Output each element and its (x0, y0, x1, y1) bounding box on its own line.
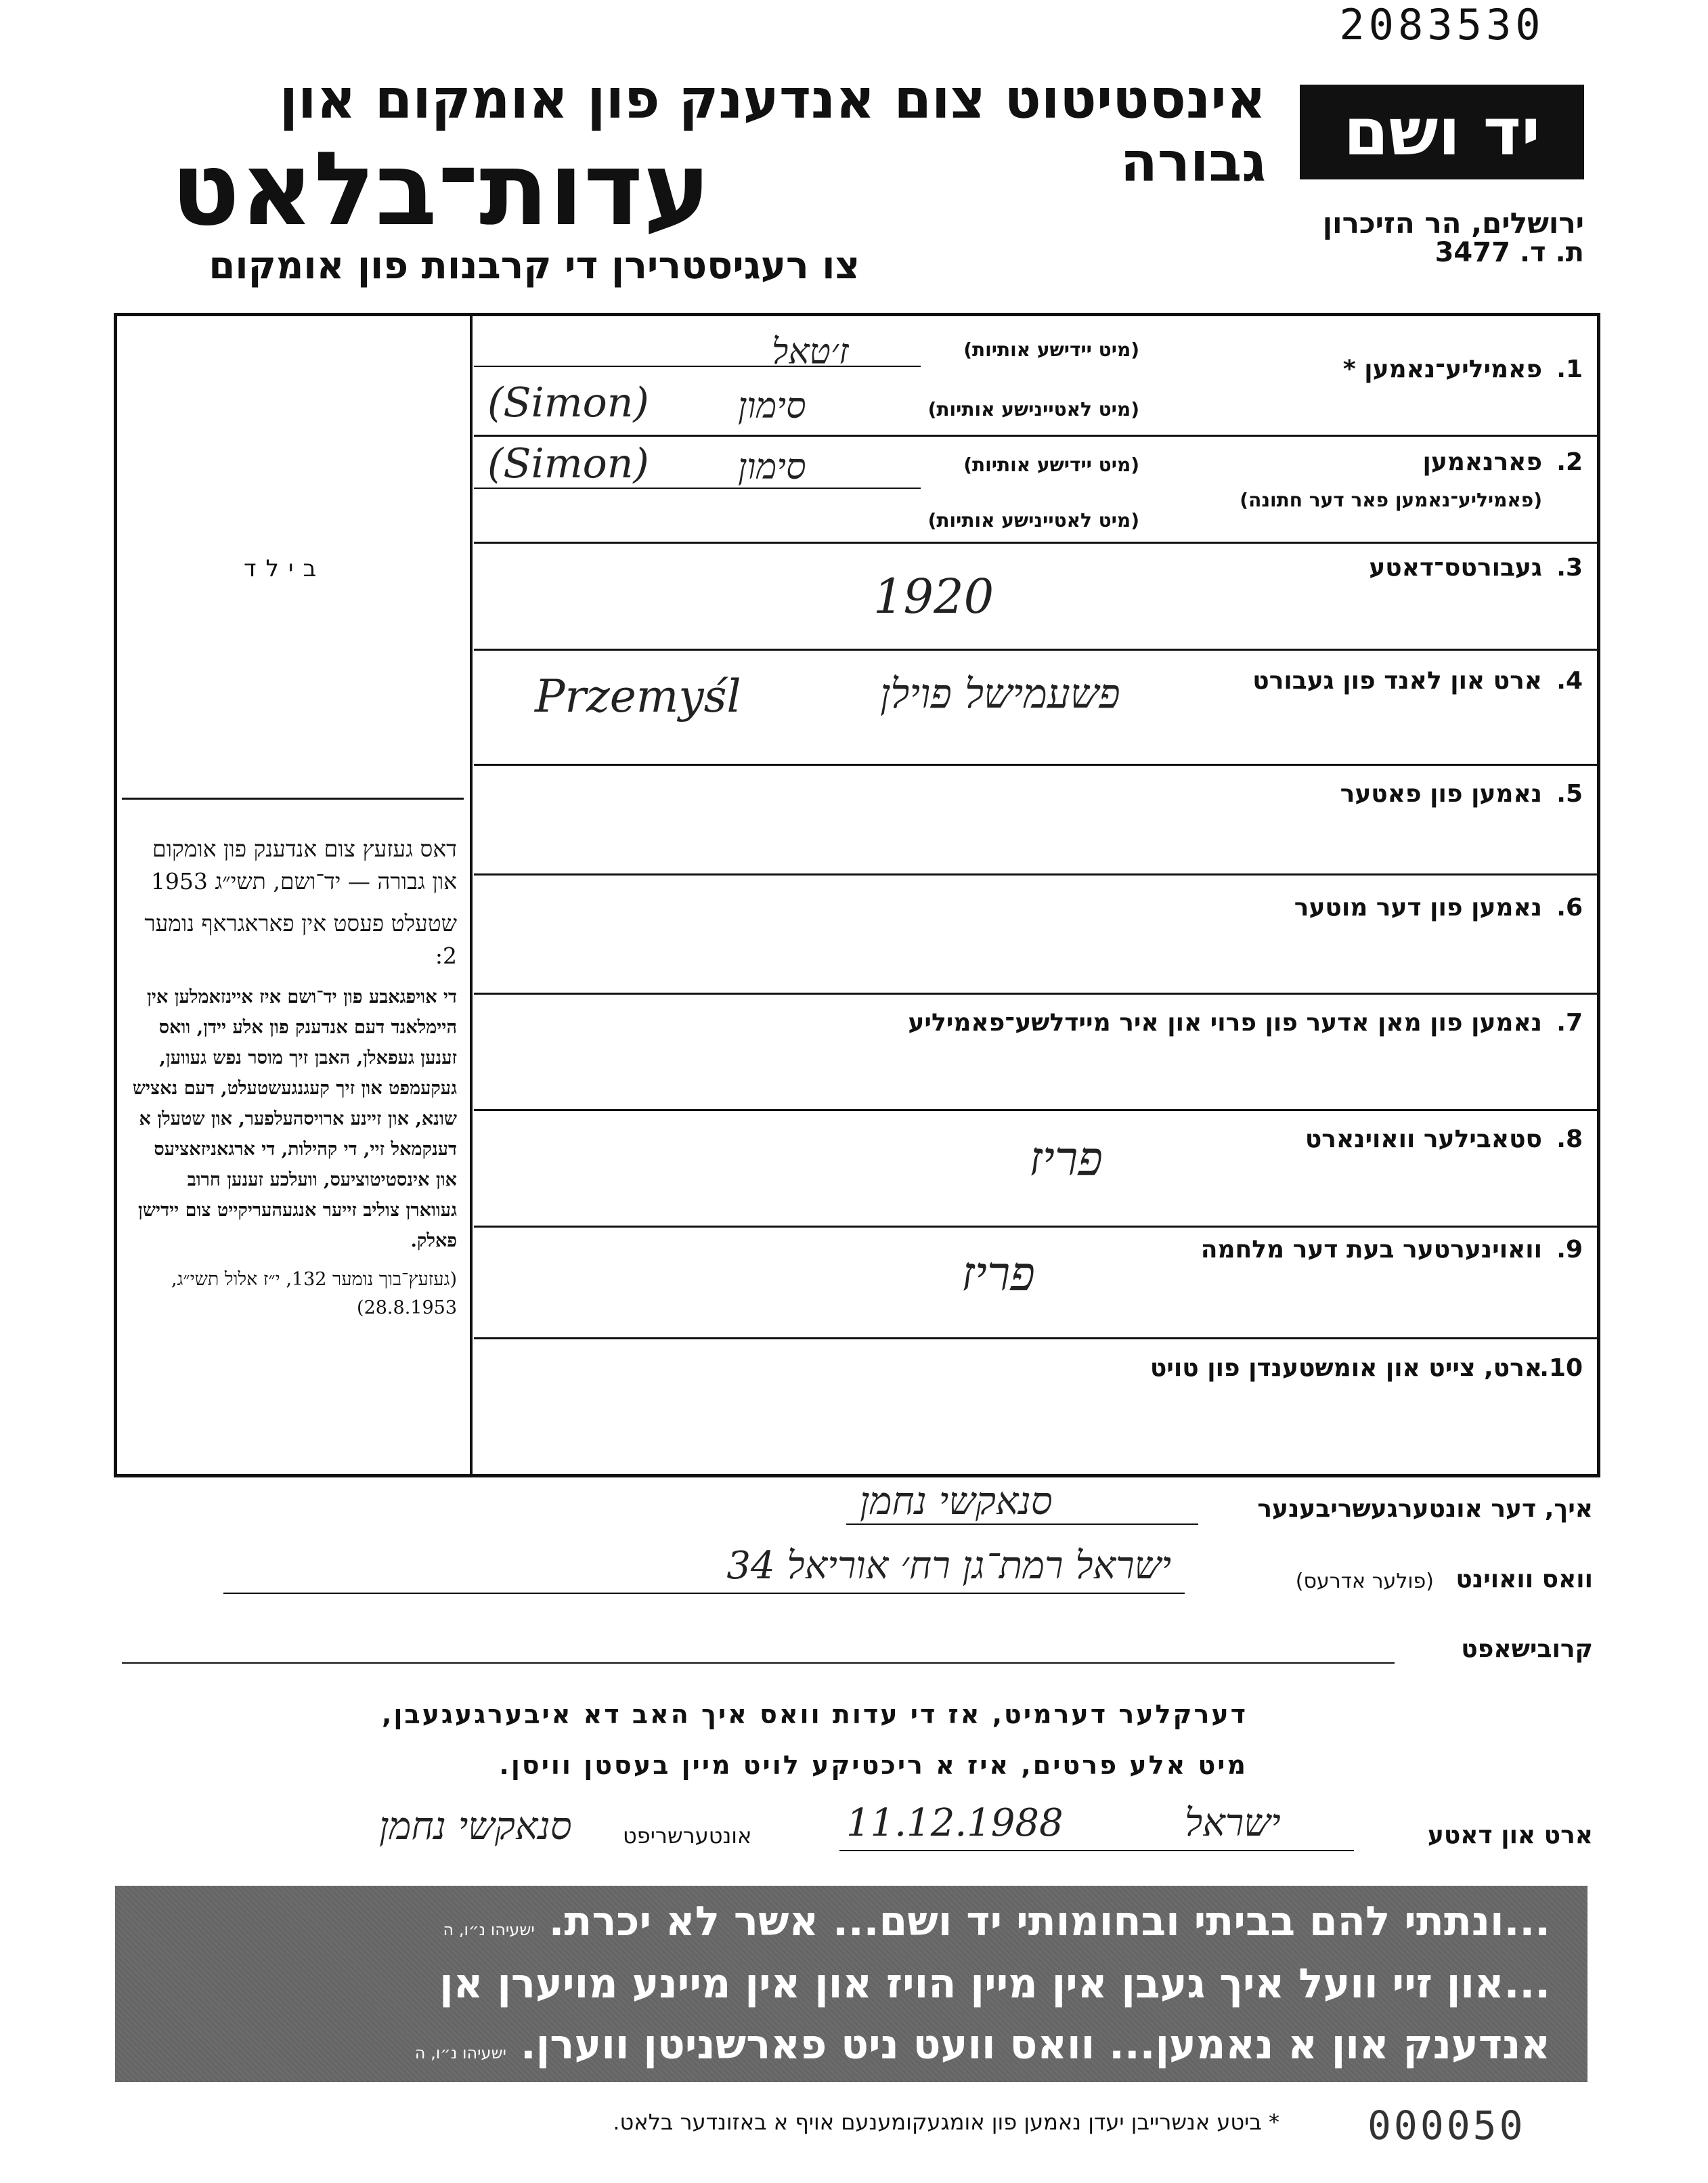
field-3-value[interactable]: 1920 (873, 569, 994, 624)
row-divider (474, 1109, 1598, 1111)
footer-line-3-source: ישעיהו נ״ו, ה (414, 2044, 506, 2062)
field-8-number: 8. (1556, 1125, 1583, 1153)
field-2-label: פארנאמען (1422, 448, 1542, 476)
field-2-underline (474, 488, 921, 489)
field-9-number: 9. (1556, 1236, 1583, 1263)
field-1-sub-yiddish: (מיט יידישע אותיות) (963, 339, 1139, 361)
footer-line-2: ...און זיי וועל איך געבן אין מיין הויז און אין מיינע מויערן אן (439, 1960, 1550, 2008)
photo-label: בילד (244, 555, 326, 582)
field-3-number: 3. (1556, 554, 1583, 582)
submitter-name-underline (846, 1523, 1198, 1525)
law-text-citation: (געזעץ־בוך נומער 132, י״ז אלול תשי״ג, 28.8.1953) (171, 1269, 457, 1318)
row-divider (474, 993, 1598, 995)
footer-banner (115, 1886, 1587, 2082)
place-date-underline (839, 1850, 1354, 1851)
field-2-sub-yiddish: (מיט יידישע אותיות) (963, 454, 1139, 476)
law-text-paragraph-ref: שטעלט פעסט אין פאראגראף נומער 2: (144, 910, 457, 969)
field-1 (1556, 355, 1583, 383)
field-2-value-hebrew[interactable]: סימון (738, 447, 806, 488)
field-1-yiddish-underline (474, 366, 921, 367)
field-4-value-hebrew[interactable]: פשעמישל פוילן (880, 670, 1120, 718)
footer-line-1 (443, 1898, 1550, 1945)
field-2-value[interactable]: (Simon) (487, 440, 649, 488)
po-box: ת. ד. 3477 (1435, 237, 1584, 268)
row-divider (474, 1226, 1598, 1228)
footnote-marker: * (1269, 2109, 1279, 2135)
submitter-address-underline (223, 1593, 1185, 1594)
submitter-name-label: איך, דער אונטערגעשריבענער (1257, 1495, 1593, 1523)
declaration-line-2: מיט אלע פרטים, איז א ריכטיקע לויט מיין בעסטן וויסן. (499, 1750, 1248, 1780)
field-5-label: נאמען פון פאטער (1340, 780, 1542, 808)
field-6-label: נאמען פון דער מוטער (1294, 894, 1542, 922)
row-divider (474, 649, 1598, 651)
place-date-label: ארט און דאטע (1427, 1821, 1593, 1849)
law-text-title: דאס געזעץ צום אנדענק פון אומקום און גבורה — יד־ושם, תשי״ג 1953 (150, 836, 457, 894)
field-2-sub-note: (פאמיליע־נאמען פאר דער חתונה) (1240, 489, 1542, 511)
field-7-label: נאמען פון מאן אדער פון פרוי און איר מיידלשע־פאמיליע (908, 1009, 1542, 1037)
field-1-label: פאמיליע־נאמען * (1342, 355, 1542, 383)
place-value[interactable]: ישראל (1185, 1801, 1281, 1845)
field-7-number: 7. (1556, 1009, 1583, 1037)
footnote (379, 2109, 1279, 2135)
institute-line: אינסטיטוט צום אנדענק פון אומקום און גבורה (279, 68, 1266, 194)
row-divider (474, 1337, 1598, 1339)
relation-label: קרובישאפט (1461, 1635, 1593, 1663)
submitter-name-value[interactable]: סנאקשי נחמן (860, 1479, 1053, 1523)
field-5-number: 5. (1556, 780, 1583, 808)
form-title: עדות־בלאט (171, 131, 711, 248)
field-9-label: וואוינערטער בעת דער מלחמה (1200, 1236, 1542, 1263)
relation-underline (122, 1662, 1395, 1664)
field-1-number: 1. (1556, 355, 1583, 383)
field-1-value-latin[interactable]: (Simon) (487, 379, 649, 427)
yad-vashem-logo: יד ושם (1300, 85, 1584, 179)
footer-line-1-text: ...ונתתי להם בביתי ובחומותי יד ושם... אשר לא יכרת. (548, 1898, 1550, 1945)
signature-value[interactable]: סנאקשי נחמן (379, 1804, 572, 1849)
field-4-number: 4. (1556, 667, 1583, 695)
field-1-sub-latin: (מיט לאטיינישע אותיות) (927, 398, 1139, 420)
footer-line-3-text: אנדענק און א נאמען... וואס וועט ניט פארשניטן ווערן. (520, 2021, 1550, 2069)
field-1-value-yiddish[interactable]: ז׳טאל (772, 332, 849, 372)
row-divider (474, 764, 1598, 766)
stamp-number: 000050 (1367, 2102, 1526, 2148)
field-8-value[interactable]: פריז (1029, 1131, 1103, 1186)
footer-line-1-source: ישעיהו נ״ו, ה (443, 1920, 535, 1939)
field-1-value-latin-hebrew[interactable]: סימון (738, 386, 806, 427)
declaration-line-1: דערקלער דערמיט, אז די עדות וואס איך האב דא איבערגעגעבן, (381, 1700, 1248, 1729)
field-4-label: ארט און לאנד פון געבורט (1252, 667, 1542, 695)
row-divider (474, 873, 1598, 876)
law-text (132, 833, 457, 1322)
field-2-number: 2. (1556, 448, 1583, 476)
submitter-address-label: וואס וואוינט (1455, 1565, 1593, 1593)
signature-label: אונטערשריפט (623, 1823, 752, 1849)
law-text-body: די אויפגאבע פון יד־ושם איז איינזאמלען אין היימלאנד דעם אנדענק פון אלע יידן, וואס זענען געפאלן, האבן זיך מוסר נפש געווען, געקעמפט און זיך קעגנגעשטעלט, דעם נאציש שונא, און זיינע ארויסהעלפער, און שטעלן א דענקמאל זיי, די קהילות, די ארגאניזאציעס און אינסטיטוציעס, וועלכע זענען חרוב געווארן צוליב זייער אנגעהעריקייט צום יידישן פאלק. (132, 987, 457, 1251)
field-8-label: סטאבילער וואוינארט (1305, 1125, 1542, 1153)
institute-location: ירושלים, הר הזיכרון (1322, 207, 1584, 240)
submitter-address-note: (פולער אדרעס) (1295, 1570, 1434, 1593)
submitter-address-value[interactable]: ישראל רמת־גן רח׳ אוריאל 34 (726, 1544, 1171, 1588)
date-value[interactable]: 11.12.1988 (846, 1801, 1064, 1845)
field-3-label: געבורטס־דאטע (1369, 554, 1542, 582)
field-6-number: 6. (1556, 894, 1583, 922)
row-divider (474, 542, 1598, 544)
row-divider (474, 435, 1598, 437)
footnote-text: ביטע אנשרייבן יעדן נאמען פון אומגעקומענעם אויף א באזונדער בלאט. (613, 2109, 1262, 2135)
field-10-label: ארט, צייט און אומשטענדן פון טויט (1149, 1354, 1542, 1382)
field-2-sub-latin: (מיט לאטיינישע אותיות) (927, 509, 1139, 532)
field-4-value-latin[interactable]: Przemyśl (535, 670, 741, 722)
document-number: 2083530 (1339, 0, 1545, 49)
form-subtitle: צו רעגיסטרירן די קרבנות פון אומקום (209, 244, 860, 288)
field-10-number: 10. (1539, 1354, 1583, 1382)
field-9-value[interactable]: פריז (961, 1246, 1035, 1301)
footer-line-3 (415, 2021, 1550, 2069)
